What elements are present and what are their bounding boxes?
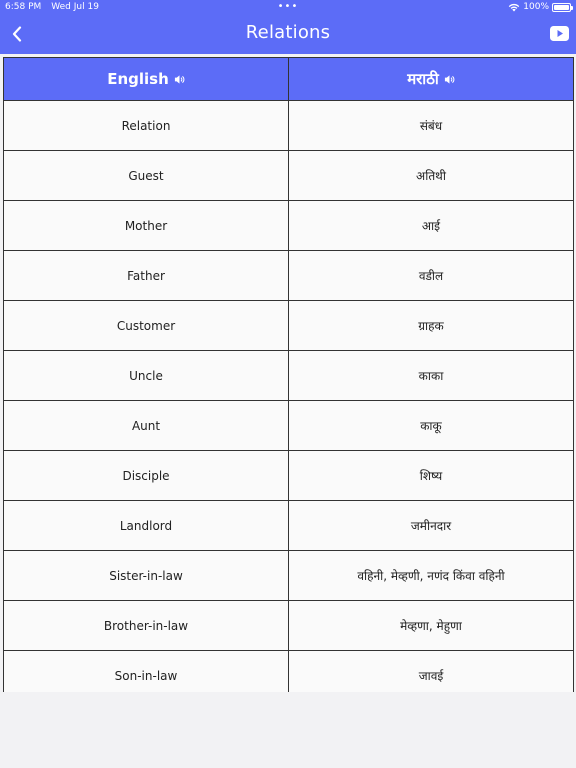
marathi-word: जावई: [288, 651, 573, 692]
table-row[interactable]: [4, 301, 573, 351]
battery-percent: 100%: [523, 2, 549, 12]
marathi-word: शिष्य: [288, 451, 573, 500]
table-row[interactable]: [4, 151, 573, 201]
status-bar: [0, 0, 576, 14]
table-row[interactable]: [4, 651, 573, 692]
marathi-word: काकू: [288, 401, 573, 450]
table-row[interactable]: [4, 251, 573, 301]
marathi-word: जमीनदार: [288, 501, 573, 550]
page-title: Relations: [245, 22, 331, 43]
vocabulary-table: [3, 57, 574, 692]
table-row[interactable]: [4, 451, 573, 501]
english-word: Customer: [116, 318, 176, 333]
status-date: Wed Jul 19: [51, 2, 99, 12]
header-english[interactable]: [4, 58, 288, 100]
app-header: [0, 0, 576, 54]
english-word: Landlord: [119, 518, 173, 533]
table-header-row: [4, 58, 573, 101]
english-word: Brother-in-law: [103, 618, 189, 633]
battery-icon: [552, 3, 571, 12]
english-word: Father: [127, 268, 165, 283]
english-word: Mother: [124, 218, 168, 233]
marathi-word: संबंध: [288, 101, 573, 150]
speaker-icon: [444, 74, 455, 85]
table-row[interactable]: [4, 351, 573, 401]
nav-bar: [0, 14, 576, 54]
wifi-icon: [508, 3, 520, 12]
marathi-word: आई: [288, 201, 573, 250]
english-word: Uncle: [129, 368, 163, 383]
english-word: Disciple: [122, 468, 170, 483]
english-word: Aunt: [131, 418, 161, 433]
table-row[interactable]: [4, 101, 573, 151]
header-marathi[interactable]: [288, 58, 573, 100]
marathi-word: ग्राहक: [288, 301, 573, 350]
speaker-icon: [174, 74, 185, 85]
youtube-play-icon[interactable]: [550, 26, 569, 41]
status-right: [508, 0, 571, 14]
header-marathi-label: मराठी: [407, 70, 439, 88]
status-left: [5, 0, 99, 14]
table-row[interactable]: [4, 401, 573, 451]
marathi-word: मेव्हणा, मेहुणा: [288, 601, 573, 650]
english-word: Son-in-law: [114, 668, 178, 683]
table-row[interactable]: [4, 551, 573, 601]
english-word: Guest: [128, 168, 164, 183]
header-english-label: English: [107, 70, 169, 88]
table-row[interactable]: [4, 601, 573, 651]
status-time: 6:58 PM: [5, 2, 42, 12]
english-word: Relation: [121, 118, 171, 133]
table-row[interactable]: [4, 201, 573, 251]
marathi-word: वहिनी, मेव्हणी, नणंद किंवा वहिनी: [288, 551, 573, 600]
marathi-word: काका: [288, 351, 573, 400]
table-row[interactable]: [4, 501, 573, 551]
english-word: Sister-in-law: [109, 568, 183, 583]
marathi-word: अतिथी: [288, 151, 573, 200]
marathi-word: वडील: [288, 251, 573, 300]
multitasking-dots[interactable]: •••: [277, 1, 299, 12]
